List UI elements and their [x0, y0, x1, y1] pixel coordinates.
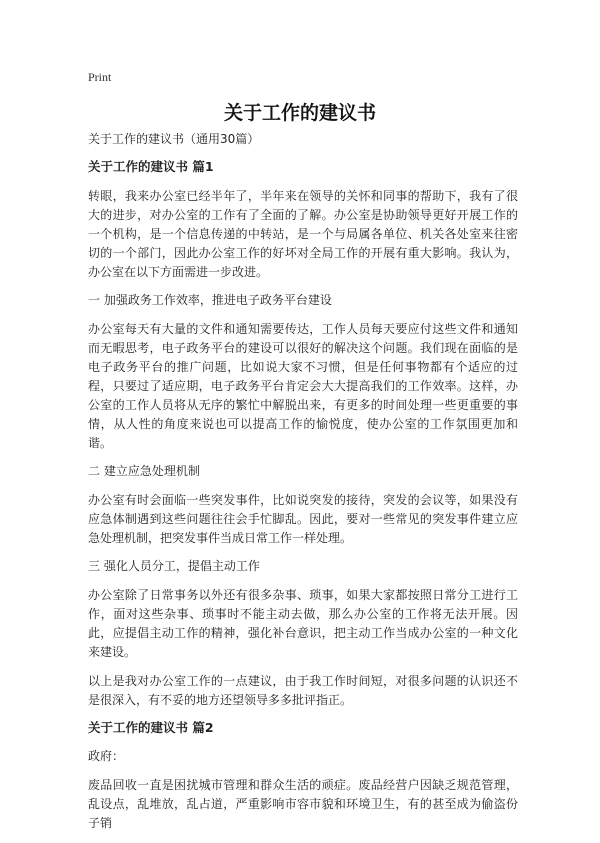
section-heading-2: 关于工作的建议书 篇2 [88, 720, 214, 735]
point-body-1: 办公室每天有大量的文件和通知需要传达，工作人员每天要应付这些文件和通知而无暇思考，电子政务平台的建设可以很好的解决这个问题。我们现在面临的是电子政务平台的推广问题，比如说大家不习惯，但是任何事物都有个适应的过程，只要过了适应期，电子政务平台肯定会大大提高我们的工作效率。这样，办公室的工作人员将从无序的繁忙中解脱出来，有更多的时间处理一些更重要的事情，从人性的角度来说也可以提高工作的愉悦度，使办公室的工作氛围更加和谐。 [88, 322, 518, 450]
point-heading-1: 一 加强政务工作效率，推进电子政务平台建设 [88, 293, 332, 307]
section-1-intro: 转眼，我来办公室已经半年了，半年来在领导的关怀和同事的帮助下，我有了很大的进步，对办公室的工作有了全面的了解。办公室是协助领导更好开展工作的一个机构，是一个信息传递的中转站，是一个与局属各单位、机关各处室来往密切的一个部门，因此办公室工作的好坏对全局工作的开展有重大影响。我认为，办公室在以下方面需进一步改进。 [88, 189, 518, 279]
section-2-intro: 废品回收一直是困扰城市管理和群众生活的顽症。废品经营户因缺乏规范管理，乱设点，乱堆放，乱占道，严重影响市容市貌和环境卫生，有的甚至成为偷盗份子销 [88, 778, 518, 830]
page-title: 关于工作的建议书 [223, 102, 376, 124]
point-heading-3: 三 强化人员分工，提倡主动工作 [88, 559, 260, 573]
point-heading-2: 二 建立应急处理机制 [88, 464, 200, 478]
section-heading-1: 关于工作的建议书 篇1 [88, 159, 214, 174]
section-1-closing: 以上是我对办公室工作的一点建议，由于我工作时间短，对很多问题的认识还不是很深入，有不妥的地方还望领导多多批评指正。 [88, 674, 518, 707]
point-body-3: 办公室除了日常事务以外还有很多杂事、琐事，如果大家都按照日常分工进行工作，面对这些杂事、琐事时不能主动去做，那么办公室的工作将无法开展。因此，应提倡主动工作的精神，强化补台意识，把主动工作当成办公室的一种文化来建设。 [88, 588, 518, 659]
section-2-salutation: 政府： [88, 749, 125, 763]
document-subtitle: 关于工作的建议书（通用30篇） [88, 132, 260, 146]
document-body [88, 131, 518, 843]
print-link[interactable]: Print [88, 70, 112, 84]
point-body-2: 办公室有时会面临一些突发事件，比如说突发的接待，突发的会议等，如果没有应急体制遇到这些问题往往会手忙脚乱。因此，要对一些常见的突发事件建立应急处理机制，把突发事件当成日常工作一样处理。 [88, 493, 518, 545]
